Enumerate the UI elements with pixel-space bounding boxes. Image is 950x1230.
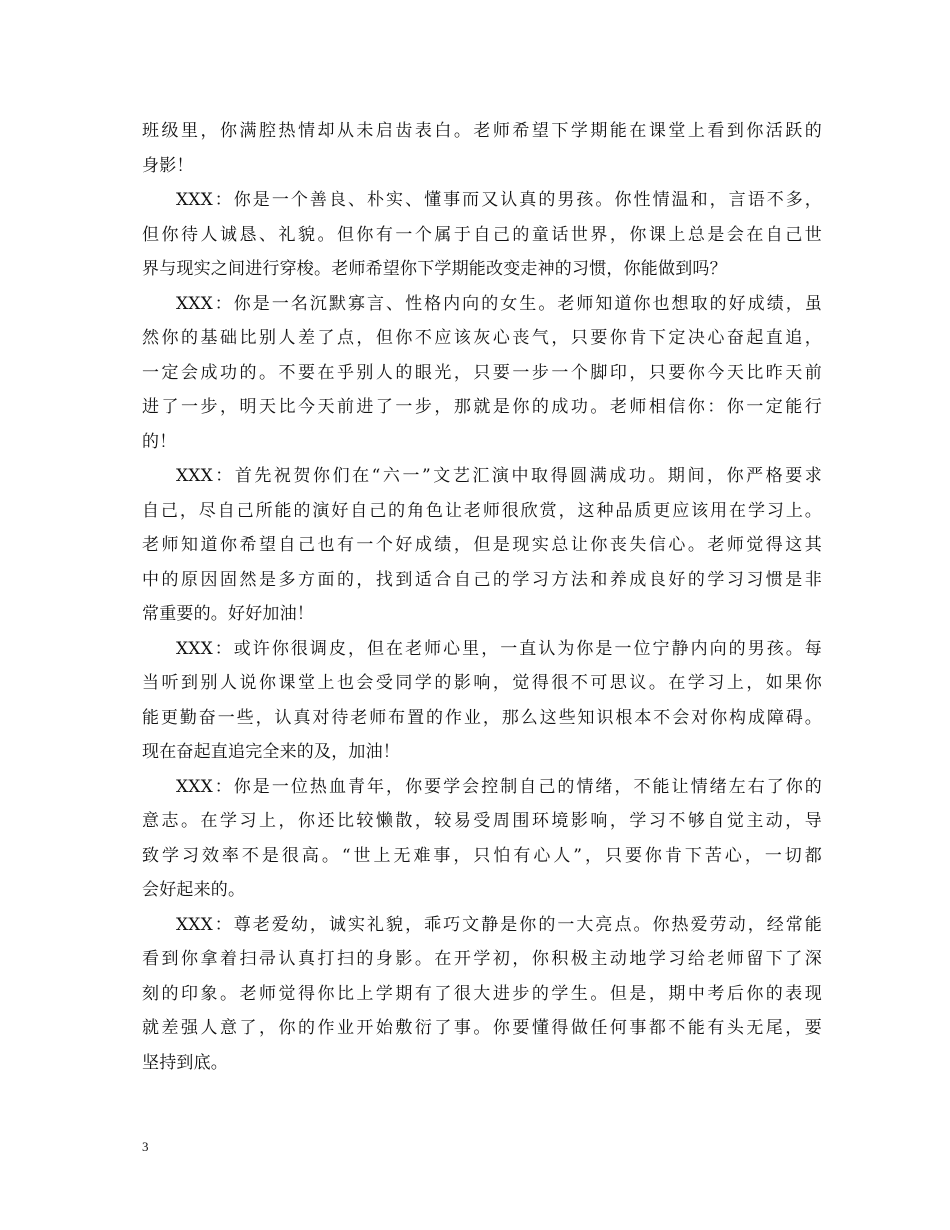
paragraph	[142, 632, 822, 770]
paragraph	[142, 908, 822, 1081]
text-line: XXX：或许你很调皮，但在老师心里，一直认为你是一位宁静内向的男孩。每	[176, 638, 822, 659]
paragraph	[142, 114, 822, 183]
text-line: 老师知道你希望自己也有一个好成绩，但是现实总让你丧失信心。老师觉得这其	[142, 535, 822, 555]
paragraph	[142, 459, 822, 632]
text-line: XXX：你是一个善良、朴实、懂事而又认真的男孩。你性情温和，言语不多，	[176, 190, 822, 210]
page-number: 3	[142, 1139, 149, 1154]
text-line: 现在奋起直追完全来的及，加油！	[142, 742, 400, 762]
text-line: 界与现实之间进行穿梭。老师希望你下学期能改变走神的习惯，你能做到吗？	[142, 259, 727, 279]
document-body	[142, 114, 822, 1080]
text-line: XXX：你是一名沉默寡言、性格内向的女生。老师知道你也想取的好成绩，虽	[176, 293, 822, 314]
text-line: 一定会成功的。不要在乎别人的眼光，只要一步一个脚印，只要你今天比昨天前	[142, 362, 822, 383]
text-line: 常重要的。好好加油！	[142, 604, 314, 624]
text-line: 看到你拿着扫帚认真打扫的身影。在开学初，你积极主动地学习给老师留下了深	[142, 949, 822, 969]
text-line: 身影！	[142, 155, 194, 176]
text-line: 进了一步，明天比今天前进了一步，那就是你的成功。老师相信你：你一定能行	[142, 397, 822, 417]
text-line: 能更勤奋一些，认真对待老师布置的作业，那么这些知识根本不会对你构成障碍。	[142, 707, 822, 728]
paragraph	[142, 287, 822, 460]
text-line: 刻的印象。老师觉得你比上学期有了很大进步的学生。但是，期中考后你的表现	[142, 983, 822, 1004]
text-line: 的！	[142, 431, 177, 452]
text-line: 当听到别人说你课堂上也会受同学的影响，觉得很不可思议。在学习上，如果你	[142, 673, 822, 693]
text-line: 会好起来的。	[142, 880, 246, 900]
paragraph	[142, 770, 822, 908]
text-line: 然你的基础比别人差了点，但你不应该灰心丧气，只要你肯下定决心奋起直追，	[142, 328, 822, 348]
text-line: XXX：尊老爱幼，诚实礼貌，乖巧文静是你的一大亮点。你热爱劳动，经常能	[176, 914, 822, 935]
text-line: 致学习效率不是很高。“世上无难事，只怕有心人”，只要你肯下苦心，一切都	[142, 845, 822, 866]
text-line: 自己，尽自己所能的演好自己的角色让老师很欣赏，这种品质更应该用在学习上。	[142, 500, 822, 521]
text-line: 但你待人诚恳、礼貌。但你有一个属于自己的童话世界，你课上总是会在自己世	[142, 224, 822, 245]
text-line: XXX：你是一位热血青年，你要学会控制自己的情绪，不能让情绪左右了你的	[176, 776, 822, 797]
text-line: 意志。在学习上，你还比较懒散，较易受周围环境影响，学习不够自觉主动，导	[142, 811, 822, 831]
text-line: XXX：首先祝贺你们在“六一”文艺汇演中取得圆满成功。期间，你严格要求	[176, 466, 822, 486]
text-line: 中的原因固然是多方面的，找到适合自己的学习方法和养成良好的学习习惯是非	[142, 569, 822, 590]
text-line: 坚持到底。	[142, 1052, 228, 1073]
text-line: 班级里，你满腔热情却从未启齿表白。老师希望下学期能在课堂上看到你活跃的	[142, 121, 822, 141]
paragraph	[142, 183, 822, 287]
text-line: 就差强人意了，你的作业开始敷衍了事。你要懂得做任何事都不能有头无尾，要	[142, 1018, 822, 1038]
